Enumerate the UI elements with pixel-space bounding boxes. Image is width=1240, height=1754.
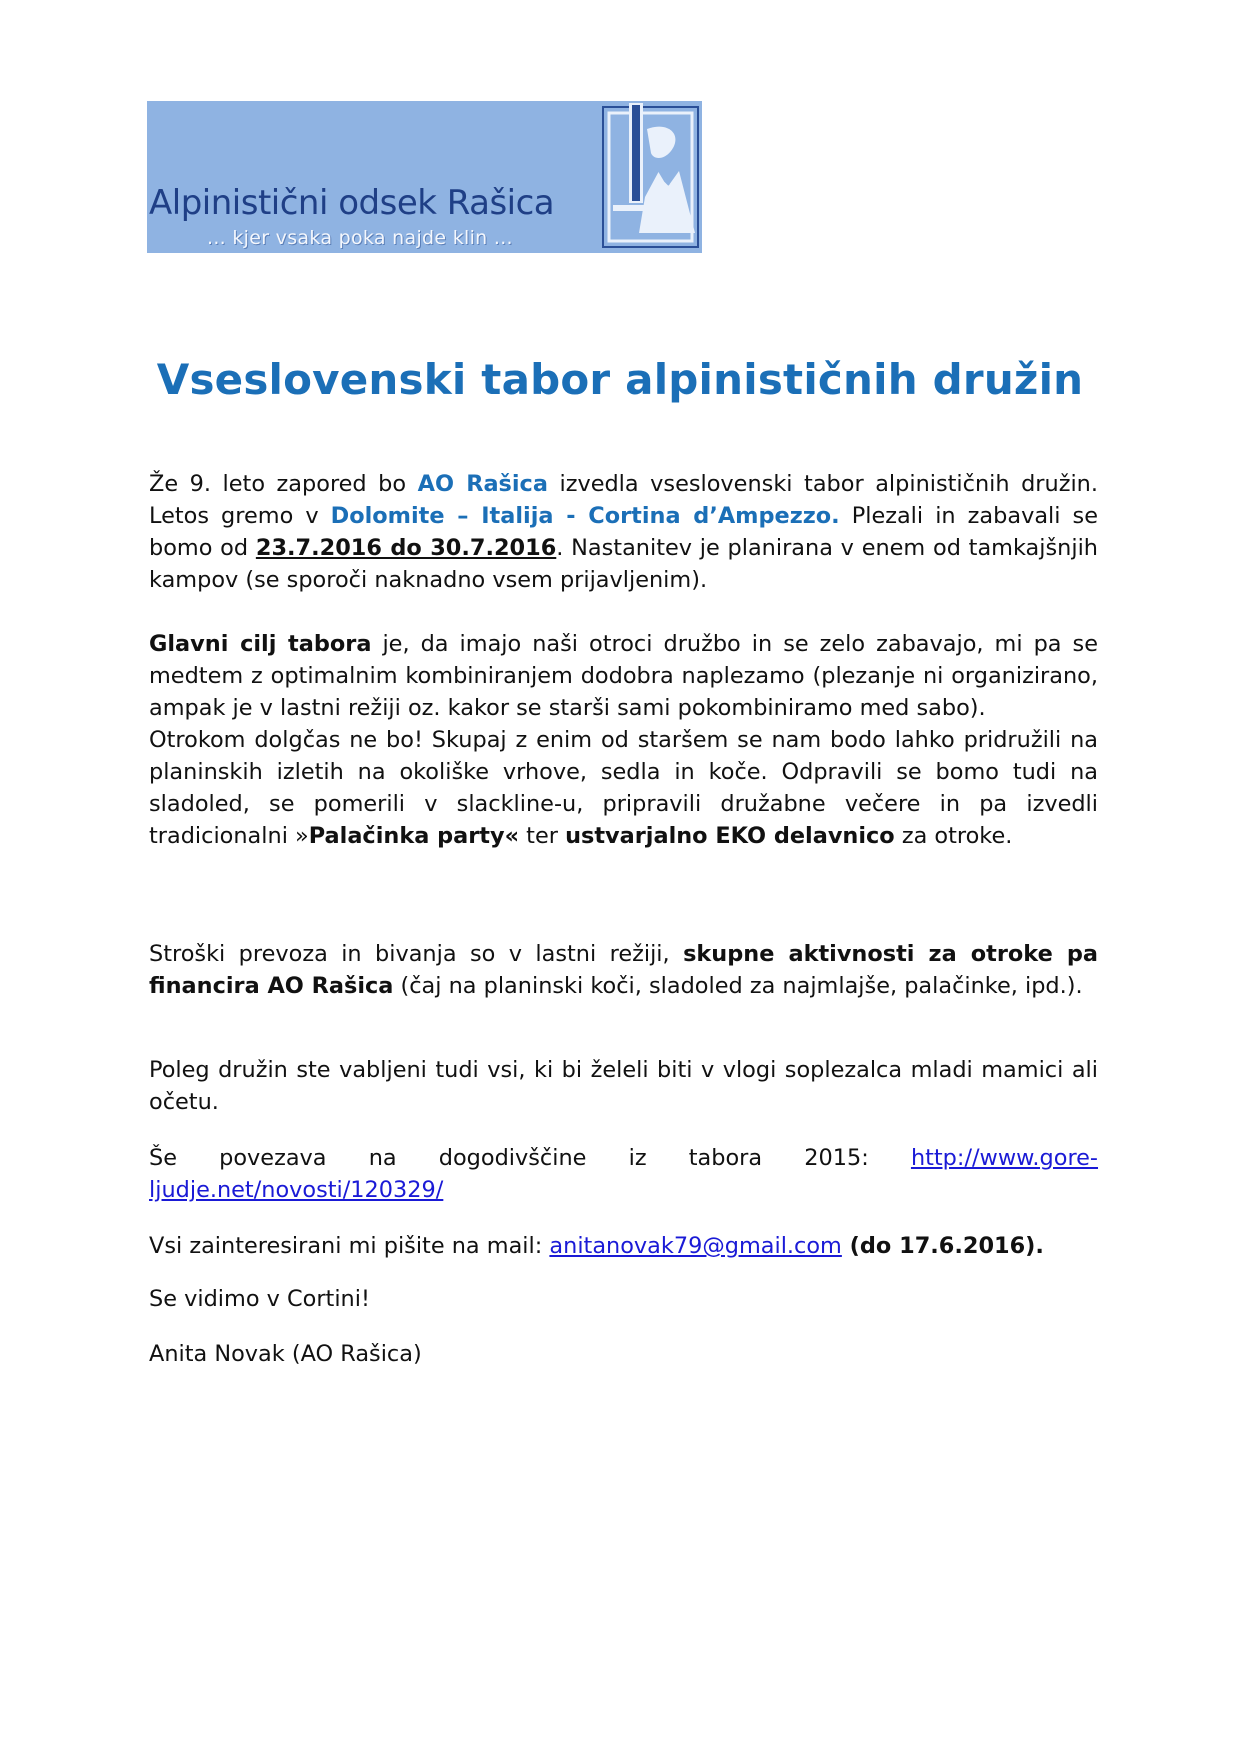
eco-workshop: ustvarjalno EKO delavnico [565,823,895,849]
goal-text-1: je, da imajo naši otroci družbo in se zelo zabavajo, mi pa se medtem z optimalnim kombiniranjem dodobra naplezamo (plezanje ni organizirano, ampak je v lastni režiji oz. kakor se starši sami pokombiniramo med sabo). [149,631,1098,721]
camp-dates: 23.7.2016 do 30.7.2016 [255,535,557,561]
signature: Anita Novak (AO Rašica) [149,1341,422,1367]
gallery-link-continued[interactable]: ljudje.net/novosti/120329/ [149,1177,444,1203]
intro-text-3: Plezali in zabavali se bomo od [149,503,1098,561]
invite-paragraph [149,1054,1098,1118]
link-paragraph [149,1142,1098,1206]
closing-text: Se vidimo v Cortini! [149,1286,370,1312]
intro-text-4: . Nastanitev je planirana v enem od tamkajšnjih kampov (se sporoči naknadno vsem prijavljenim). [149,535,1098,593]
goal-lead: Glavni cilj tabora [149,631,372,657]
costs-text-2: (čaj na planinski koči, sladoled za najmlajše, palačinke, ipd.). [393,973,1083,999]
logo-title: Alpinistični odsek Rašica [149,183,555,223]
signature-paragraph [149,1338,1098,1370]
club-emblem-icon [599,101,702,253]
link-intro-text: Še povezava na dogodivščine iz tabora 2015: [149,1145,869,1171]
costs-text-1: Stroški prevoza in bivanja so v lastni režiji, [149,941,684,967]
intro-paragraph [149,468,1098,596]
costs-bold: skupne aktivnosti za otroke pa financira AO Rašica [149,941,1098,999]
goal-text-2: Otrokom dolgčas ne bo! Skupaj z enim od staršem se nam bodo lahko pridružili na planinskih izletih na okoliške vrhove, sedla in koče. Odpravili se bomo tudi na sladoled, se pomerili v slackline-u, pripravili družabne večere in pa izvedli tradicionalni » [149,727,1098,849]
pancake-party: Palačinka party« [308,823,520,849]
mail-paragraph [149,1230,1098,1262]
costs-paragraph [149,938,1098,1002]
email-link[interactable]: anitanovak79@gmail.com [549,1233,842,1259]
logo-slogan: ... kjer vsaka poka najde klin ... [207,227,513,249]
mail-text: Vsi zainteresirani mi pišite na mail: [149,1233,550,1259]
invite-text: Poleg družin ste vabljeni tudi vsi, ki bi želeli biti v vlogi soplezalca mladi mamici ali očetu. [149,1057,1098,1115]
goal-text-3: ter [519,823,566,849]
gallery-link[interactable]: http://www.gore- [910,1145,1099,1171]
club-name: AO Rašica [417,471,548,497]
page-title: Vseslovenski tabor alpinističnih družin [156,355,1084,404]
club-logo-banner [147,101,702,253]
goal-text-4: za otroke. [894,823,1013,849]
goal-paragraph [149,628,1098,852]
intro-text-1: Že 9. leto zapored bo [149,471,418,497]
destination: Dolomite – Italija - Cortina d’Ampezzo. [330,503,840,529]
closing-paragraph [149,1283,1098,1315]
intro-text-2: izvedla vseslovenski tabor alpinističnih družin. Letos gremo v [149,471,1098,529]
mail-deadline: (do 17.6.2016). [841,1233,1044,1259]
